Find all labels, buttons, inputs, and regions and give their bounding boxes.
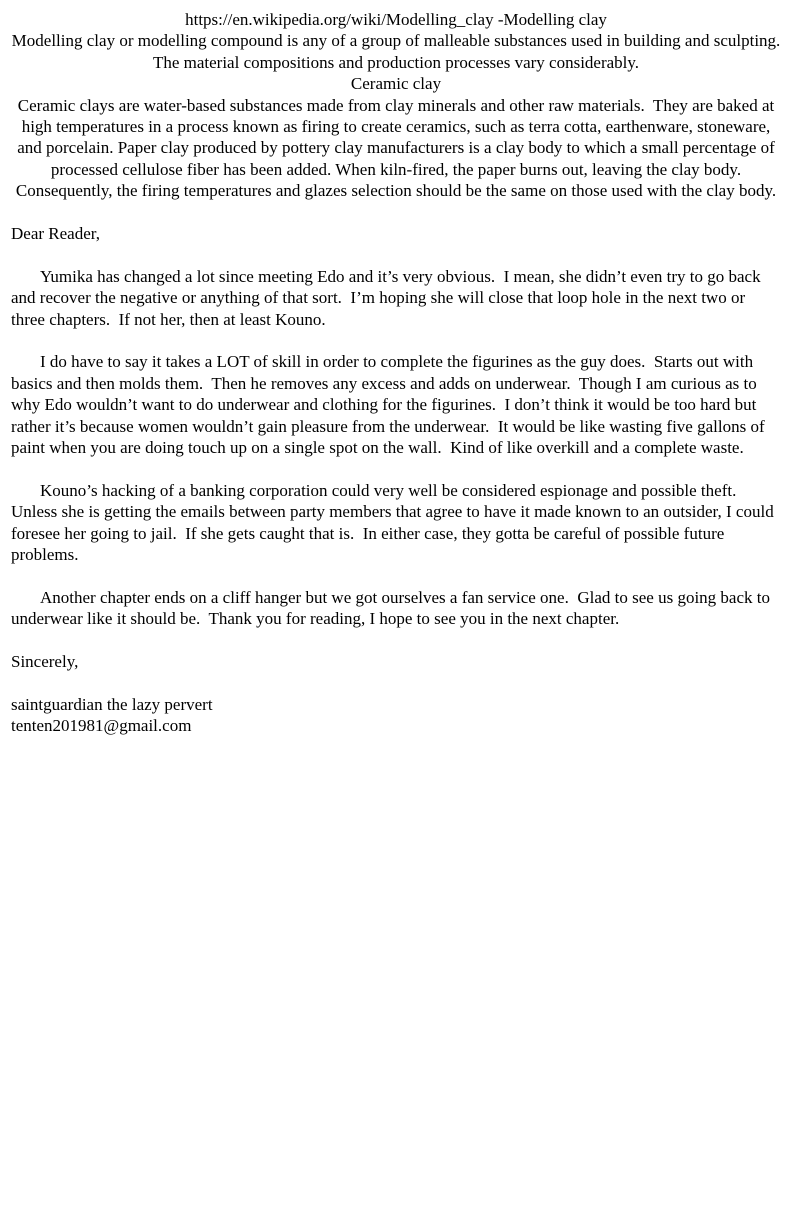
ceramic-clay-body: Ceramic clays are water-based substances made from clay minerals and other raw materials. They are baked at high temperatures in a process known as firing to create ceramics, such as terra cotta, earthenware, stoneware, and porcelain. Paper clay produced by pottery clay manufacturers is a clay body to which a small percentage of processed cellulose fiber has been added. When kiln-fired, the paper burns out, leaving the clay body. Consequently, the firing temperatures and glazes selection should be the same on those used with the clay body. [15, 95, 780, 201]
letter-paragraph-2: I do have to say it takes a LOT of skill in order to complete the figurines as the guy does. Starts out with basics and then molds them. Then he removes any excess and adds on underwear. Though I am curious as to why Edo wouldn’t want to do underwear and clothing for the figurines. I don’t think it would be too hard but rather it’s because women wouldn’t gain pleasure from the underwear. It would be like wasting five gallons of paint when you are doing touch up on a single spot on the wall. Kind of like overkill and a complete waste. [11, 352, 769, 458]
salutation: Dear Reader, [11, 224, 100, 244]
section-title-ceramic-clay: Ceramic clay [350, 74, 442, 94]
letter-paragraph-4: Another chapter ends on a cliff hanger but we got ourselves a fan service one. Glad to see us going back to underwear like it should be. Thank you for reading, I hope to see you in the next chapter. [11, 587, 775, 629]
closing: Sincerely, [11, 652, 79, 672]
modelling-clay-intro: Modelling clay or modelling compound is any of a group of malleable substances used in building and sculpting. The material compositions and production processes vary considerably. [11, 31, 785, 72]
letter-paragraph-1: Yumika has changed a lot since meeting Edo and it’s very obvious. I mean, she didn’t even try to go back and recover the negative or anything of that sort. I’m hoping she will close that loop hole in the next two or three chapters. If not her, then at least Kouno. [11, 266, 765, 329]
signature-name: saintguardian the lazy pervert [11, 694, 213, 714]
signature-email: tenten201981@gmail.com [11, 716, 192, 736]
source-link-line: https://en.wikipedia.org/wiki/Modelling_clay -Modelling clay [185, 10, 607, 29]
document-header [11, 9, 785, 202]
letter-paragraph-3: Kouno’s hacking of a banking corporation could very well be considered espionage and possible theft. Unless she is getting the emails between party members that agree to have it made known to an outsider, I could foresee her going to jail. If she gets caught that is. In either case, they gotta be careful of possible future problems. [11, 480, 778, 565]
letter-body [11, 223, 781, 737]
